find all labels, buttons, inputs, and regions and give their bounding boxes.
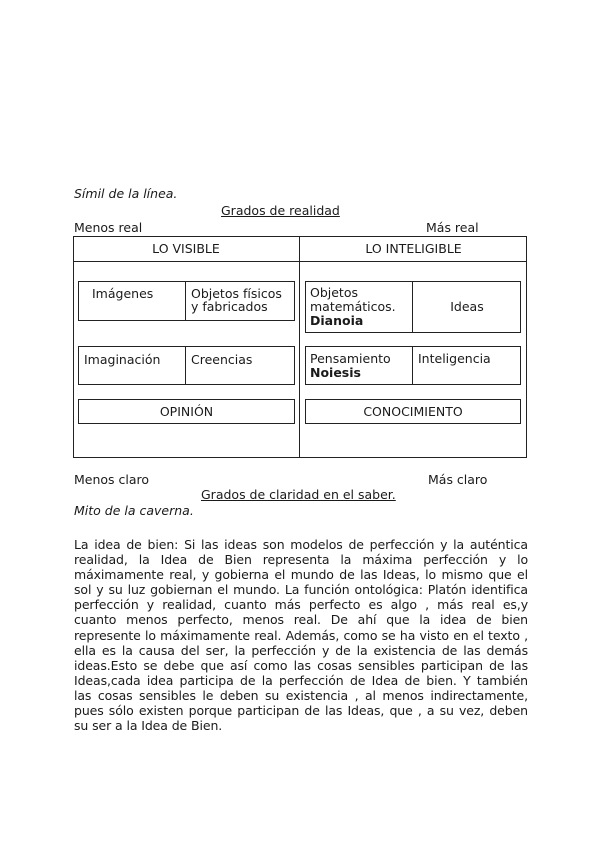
paragraph-line: ella es la causa del ser, la perfección y de la existencia de las demás xyxy=(74,642,528,658)
mito-heading: Mito de la caverna. xyxy=(74,503,194,518)
menos-real-label: Menos real xyxy=(74,220,143,235)
mas-real-label: Más real xyxy=(426,220,479,235)
objetos-fisicos-line2: y fabricados xyxy=(191,299,268,314)
imagenes-cell: Imágenes xyxy=(92,286,154,301)
imaginacion-cell: Imaginación xyxy=(84,352,161,367)
ideas-cell: Ideas xyxy=(450,299,484,314)
noiesis-label: Noiesis xyxy=(310,365,361,380)
imagenes-row-divider xyxy=(185,281,186,321)
paragraph-line: cuanto menos perfecto, menos real. De ahí que la idea de bien xyxy=(74,612,528,628)
grados-claridad-label: Grados de claridad en el saber. xyxy=(201,487,396,502)
visible-header: LO VISIBLE xyxy=(152,240,220,256)
objetos-fisicos-line1: Objetos físicos xyxy=(191,286,282,301)
paragraph-line: perfección y realidad, cuanto más perfecto es algo , más real es,y xyxy=(74,597,528,613)
simil-heading: Símil de la línea. xyxy=(74,186,178,201)
dianoia-label: Dianoia xyxy=(310,313,364,328)
idea-de-bien-paragraph xyxy=(74,537,528,733)
paragraph-line: pues sólo existen porque participan de las Ideas, que , a su vez, deben xyxy=(74,703,528,719)
opinion-box: OPINIÓN xyxy=(78,399,295,424)
objetos-matematicos-line2: matemáticos. xyxy=(310,299,396,314)
mas-claro-label: Más claro xyxy=(428,472,488,487)
pensamiento-row-divider xyxy=(412,346,413,385)
imaginacion-row-divider xyxy=(185,346,186,385)
header-divider xyxy=(73,261,527,262)
center-divider xyxy=(299,236,300,458)
paragraph-line: La idea de bien: Si las ideas son modelos de perfección y la auténtica xyxy=(74,537,528,552)
pensamiento-cell: Pensamiento xyxy=(310,351,391,366)
paragraph-line: sol y su luz gobiernan el mundo. La función ontológica: Platón identifica xyxy=(74,582,528,598)
paragraph-line: realidad, la Idea de Bien representa la máxima perfección y lo xyxy=(74,552,528,568)
grados-realidad-label: Grados de realidad xyxy=(221,203,340,218)
inteligible-header: LO INTELIGIBLE xyxy=(365,240,462,256)
paragraph-line: su ser a la Idea de Bien. xyxy=(74,718,223,734)
inteligencia-cell: Inteligencia xyxy=(418,351,491,366)
paragraph-line: máximamente real, y gobierna el mundo de las Ideas, lo mismo que el xyxy=(74,567,528,583)
paragraph-line: ideas.Esto se debe que así como las cosas sensibles participan de las xyxy=(74,657,528,673)
paragraph-line: Ideas,cada idea participa de la perfección de Idea de bien. Y también xyxy=(74,672,528,688)
menos-claro-label: Menos claro xyxy=(74,472,150,487)
paragraph-line: represente lo máximamente real. Además, como se ha visto en el texto , xyxy=(74,627,528,643)
conocimiento-box: CONOCIMIENTO xyxy=(305,399,521,424)
paragraph-line: las cosas sensibles le deben su existencia , al menos indirectamente, xyxy=(74,687,528,703)
creencias-cell: Creencias xyxy=(191,352,253,367)
objetos-matematicos-line1: Objetos xyxy=(310,285,358,300)
